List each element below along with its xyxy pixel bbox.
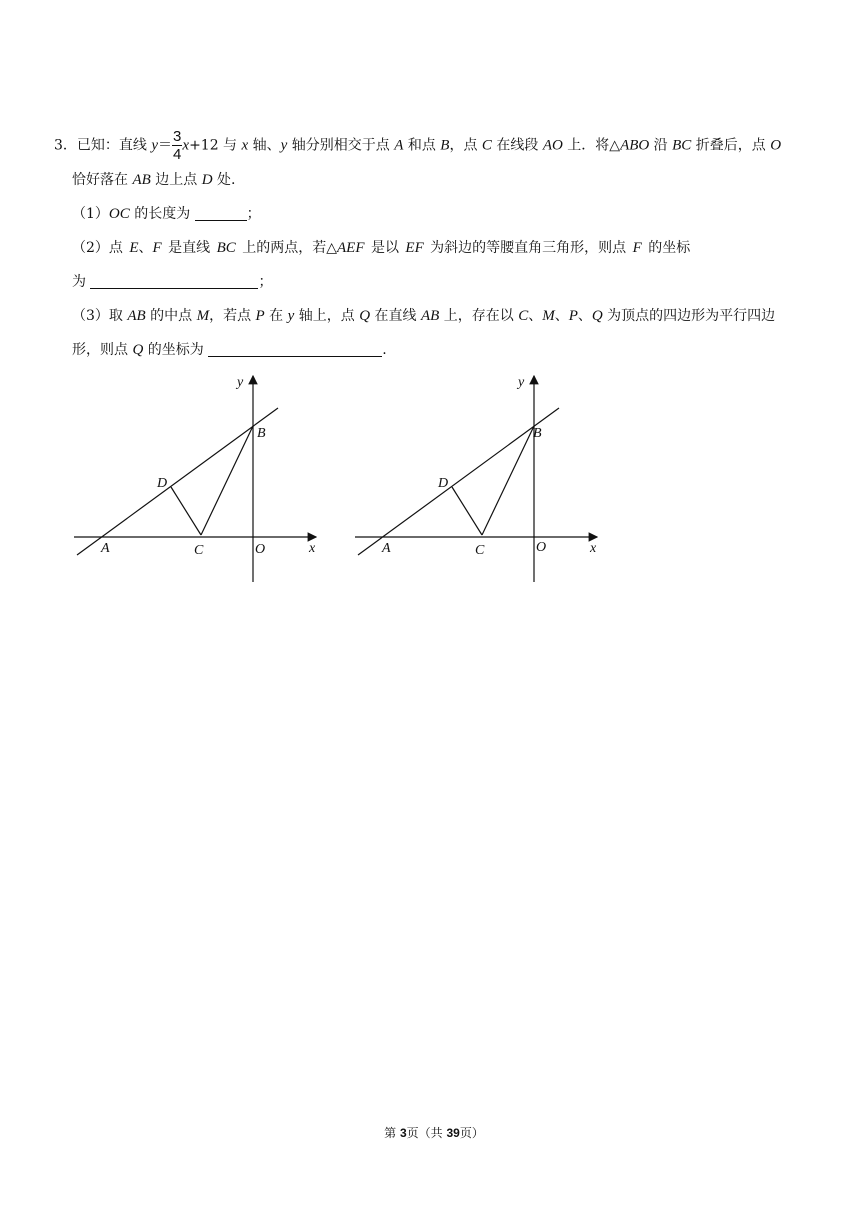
label-b: B bbox=[533, 426, 542, 441]
page-number: 3 bbox=[399, 1126, 407, 1140]
label-y: y bbox=[237, 375, 244, 390]
line-ab bbox=[358, 408, 559, 555]
label-a: A bbox=[382, 541, 391, 556]
question-2: （2）点 E、F 是直线 BC 上的两点，若△AEF 是以 EF 为斜边的等腰直角三角形，则点 F 的坐标 bbox=[72, 240, 691, 256]
problem-line-2: 恰好落在 AB 边上点 D 处. bbox=[72, 172, 236, 188]
question-3-cont: 形，则点 Q 的坐标为 . bbox=[72, 342, 387, 358]
answer-blank-2 bbox=[90, 274, 258, 289]
figure-left bbox=[70, 370, 330, 588]
label-y: y bbox=[518, 375, 525, 390]
answer-blank-3 bbox=[208, 342, 382, 357]
line-ab bbox=[77, 408, 278, 555]
label-x: x bbox=[590, 541, 597, 556]
segment-dc bbox=[452, 487, 482, 535]
answer-blank-1 bbox=[195, 206, 247, 221]
label-o: O bbox=[536, 540, 547, 555]
label-c: C bbox=[194, 543, 204, 558]
page-total: 39 bbox=[446, 1126, 460, 1140]
label-d: D bbox=[438, 476, 449, 491]
segment-bc bbox=[201, 426, 253, 535]
label-o: O bbox=[255, 542, 266, 557]
label-c: C bbox=[475, 543, 485, 558]
question-1: （1）OC 的长度为 ； bbox=[72, 206, 261, 222]
page-footer: 第 3页（共 39页） bbox=[384, 1126, 484, 1140]
fraction: $\frac{3}{4}$ bbox=[173, 128, 182, 163]
label-b: B bbox=[257, 426, 266, 441]
label-x: x bbox=[309, 541, 316, 556]
figure-right bbox=[351, 370, 611, 588]
label-a: A bbox=[101, 541, 110, 556]
question-3: （3）取 AB 的中点 M，若点 P 在 y 轴上，点 Q 在直线 AB 上，存在以 C、M、P、Q 为顶点的四边形为平行四边 bbox=[72, 308, 776, 324]
problem-number: 3． bbox=[54, 137, 77, 154]
segment-bc bbox=[482, 426, 534, 535]
problem-line-1: 3．已知：直线 y＝ $\frac{3}{4}$ x+12 与 x 轴、y 轴分别相交于点 A 和点 B，点 C 在线段 AO 上．将△ABO 沿 BC 折叠后，点 O bbox=[54, 128, 782, 163]
segment-dc bbox=[171, 487, 201, 535]
question-2-cont: 为 ； bbox=[72, 274, 273, 290]
label-d: D bbox=[157, 476, 168, 491]
